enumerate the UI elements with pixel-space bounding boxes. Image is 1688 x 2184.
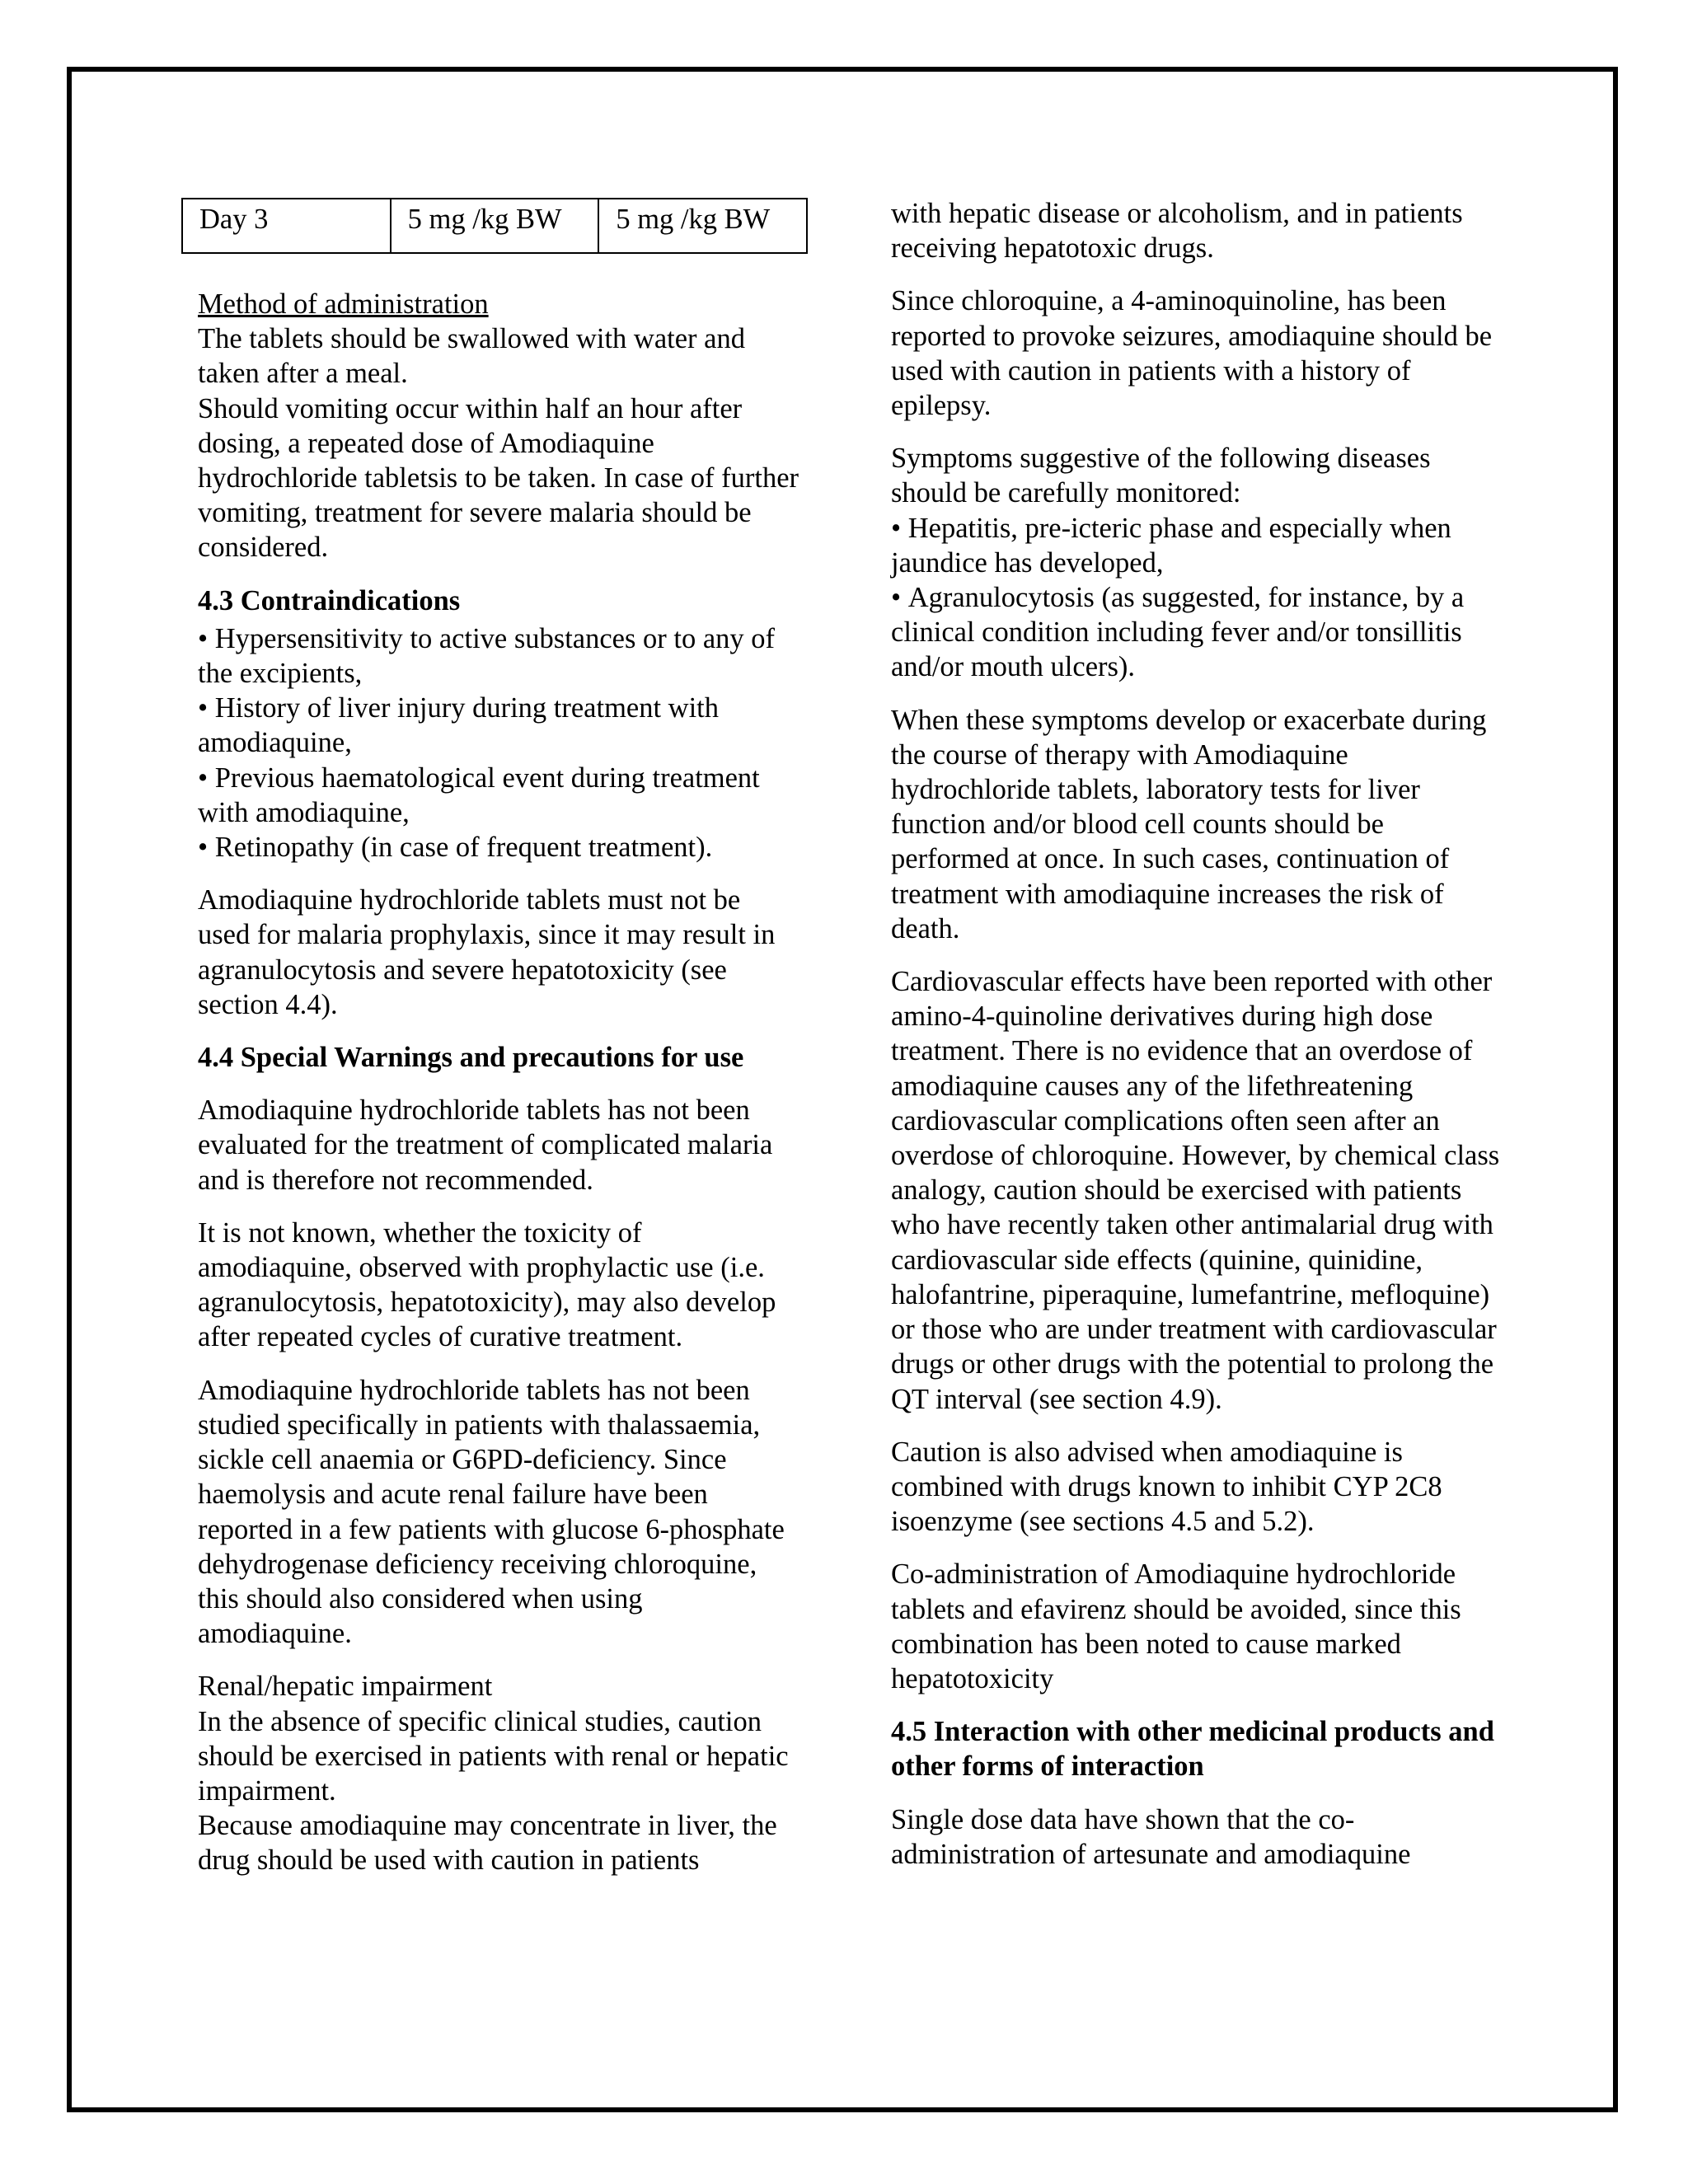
- list-item: • Agranulocytosis (as suggested, for instance, by a clinical condition including fever and/or tonsillitis and/or mouth ulcers).: [891, 580, 1501, 685]
- right-paragraph-4: When these symptoms develop or exacerbate during the course of therapy with Amodiaquine hydrochloride tablets, laboratory tests for liver function and/or blood cell counts should be performed at once. In such cases, continuation of treatment with amodiaquine increases the risk of death.: [891, 704, 1487, 944]
- contraindications-paragraph: Amodiaquine hydrochloride tablets must not be used for malaria prophylaxis, since it may result in agranulocytosis and severe hepatotoxicity (see section 4.4).: [198, 884, 776, 1020]
- list-item: • History of liver injury during treatment with amodiaquine,: [198, 691, 799, 760]
- warnings-paragraph-3: Amodiaquine hydrochloride tablets has not been studied specifically in patients with thalassaemia, sickle cell anaemia or G6PD-deficiency. Since haemolysis and acute renal failure have been reported in a few patients with glucose 6-phosphate dehydrogenase deficiency receiving chloroquine, this should also considered when using amodiaquine.: [198, 1374, 785, 1650]
- list-item: • Hepatitis, pre-icteric phase and especially when jaundice has developed,: [891, 511, 1501, 580]
- renal-paragraph-1: In the absence of specific clinical studies, caution should be exercised in patients with renal or hepatic impairment.: [198, 1705, 789, 1807]
- dose-table: [181, 198, 808, 254]
- right-paragraph-6: Caution is also advised when amodiaquine is combined with drugs known to inhibit CYP 2C8 isoenzyme (see sections 4.5 and 5.2).: [891, 1436, 1442, 1538]
- method-paragraph-2: Should vomiting occur within half an hour after dosing, a repeated dose of Amodiaquine hydrochloride tabletsis to be taken. In case of further vomiting, treatment for severe malaria should be considered.: [198, 392, 799, 564]
- right-paragraph-7: Co-administration of Amodiaquine hydrochloride tablets and efavirenz should be avoided, since this combination has been noted to cause marked hepatotoxicity: [891, 1558, 1461, 1694]
- list-item: • Previous haematological event during treatment with amodiaquine,: [198, 761, 799, 830]
- renal-heading: Renal/hepatic impairment: [198, 1671, 493, 1703]
- interaction-heading: 4.5 Interaction with other medicinal products and other forms of interaction: [891, 1716, 1494, 1783]
- right-column: [891, 196, 1501, 1890]
- renal-paragraph-2: Because amodiaquine may concentrate in liver, the drug should be used with caution in patients: [198, 1810, 777, 1877]
- warnings-paragraph-2: It is not known, whether the toxicity of amodiaquine, observed with prophylactic use (i.e. agranulocytosis, hepatotoxicity), may also develop after repeated cycles of curative treatment.: [198, 1216, 776, 1353]
- right-paragraph-2: Since chloroquine, a 4-aminoquinoline, has been reported to provoke seizures, amodiaquine should be used with caution in patients with a history of epilepsy.: [891, 285, 1493, 422]
- table-row: [182, 199, 807, 253]
- right-paragraph-3-intro: Symptoms suggestive of the following diseases should be carefully monitored:: [891, 443, 1431, 509]
- method-paragraph-1: The tablets should be swallowed with water and taken after a meal.: [198, 323, 745, 390]
- table-cell-dose-1: 5 mg /kg BW: [391, 199, 599, 253]
- list-item: • Hypersensitivity to active substances or to any of the excipients,: [198, 621, 799, 691]
- warnings-paragraph-1: Amodiaquine hydrochloride tablets has not been evaluated for the treatment of complicated malaria and is therefore not recommended.: [198, 1094, 773, 1196]
- method-heading: Method of administration: [198, 288, 489, 320]
- right-paragraph-1: with hepatic disease or alcoholism, and in patients receiving hepatotoxic drugs.: [891, 198, 1463, 265]
- right-paragraph-8: Single dose data have shown that the co-administration of artesunate and amodiaquine: [891, 1803, 1411, 1870]
- list-item: • Retinopathy (in case of frequent treatment).: [198, 830, 799, 865]
- left-column: [198, 287, 799, 1896]
- table-cell-dose-2: 5 mg /kg BW: [598, 199, 807, 253]
- table-cell-day: Day 3: [182, 199, 391, 253]
- contraindications-heading: 4.3 Contraindications: [198, 584, 461, 616]
- right-paragraph-5: Cardiovascular effects have been reported with other amino-4-quinoline derivatives during high dose treatment. There is no evidence that an overdose of amodiaquine causes any of the lifethreatening cardiovascular complications often seen after an overdose of chloroquine. However, by chemical class analogy, caution should be exercised with patients who have recently taken other antimalarial drug with cardiovascular side effects (quinine, quinidine, halofantrine, piperaquine, lumefantrine, mefloquine) or those who are under treatment with cardiovascular drugs or other drugs with the potential to prolong the QT interval (see section 4.9).: [891, 966, 1500, 1415]
- warnings-heading: 4.4 Special Warnings and precautions for use: [198, 1042, 744, 1074]
